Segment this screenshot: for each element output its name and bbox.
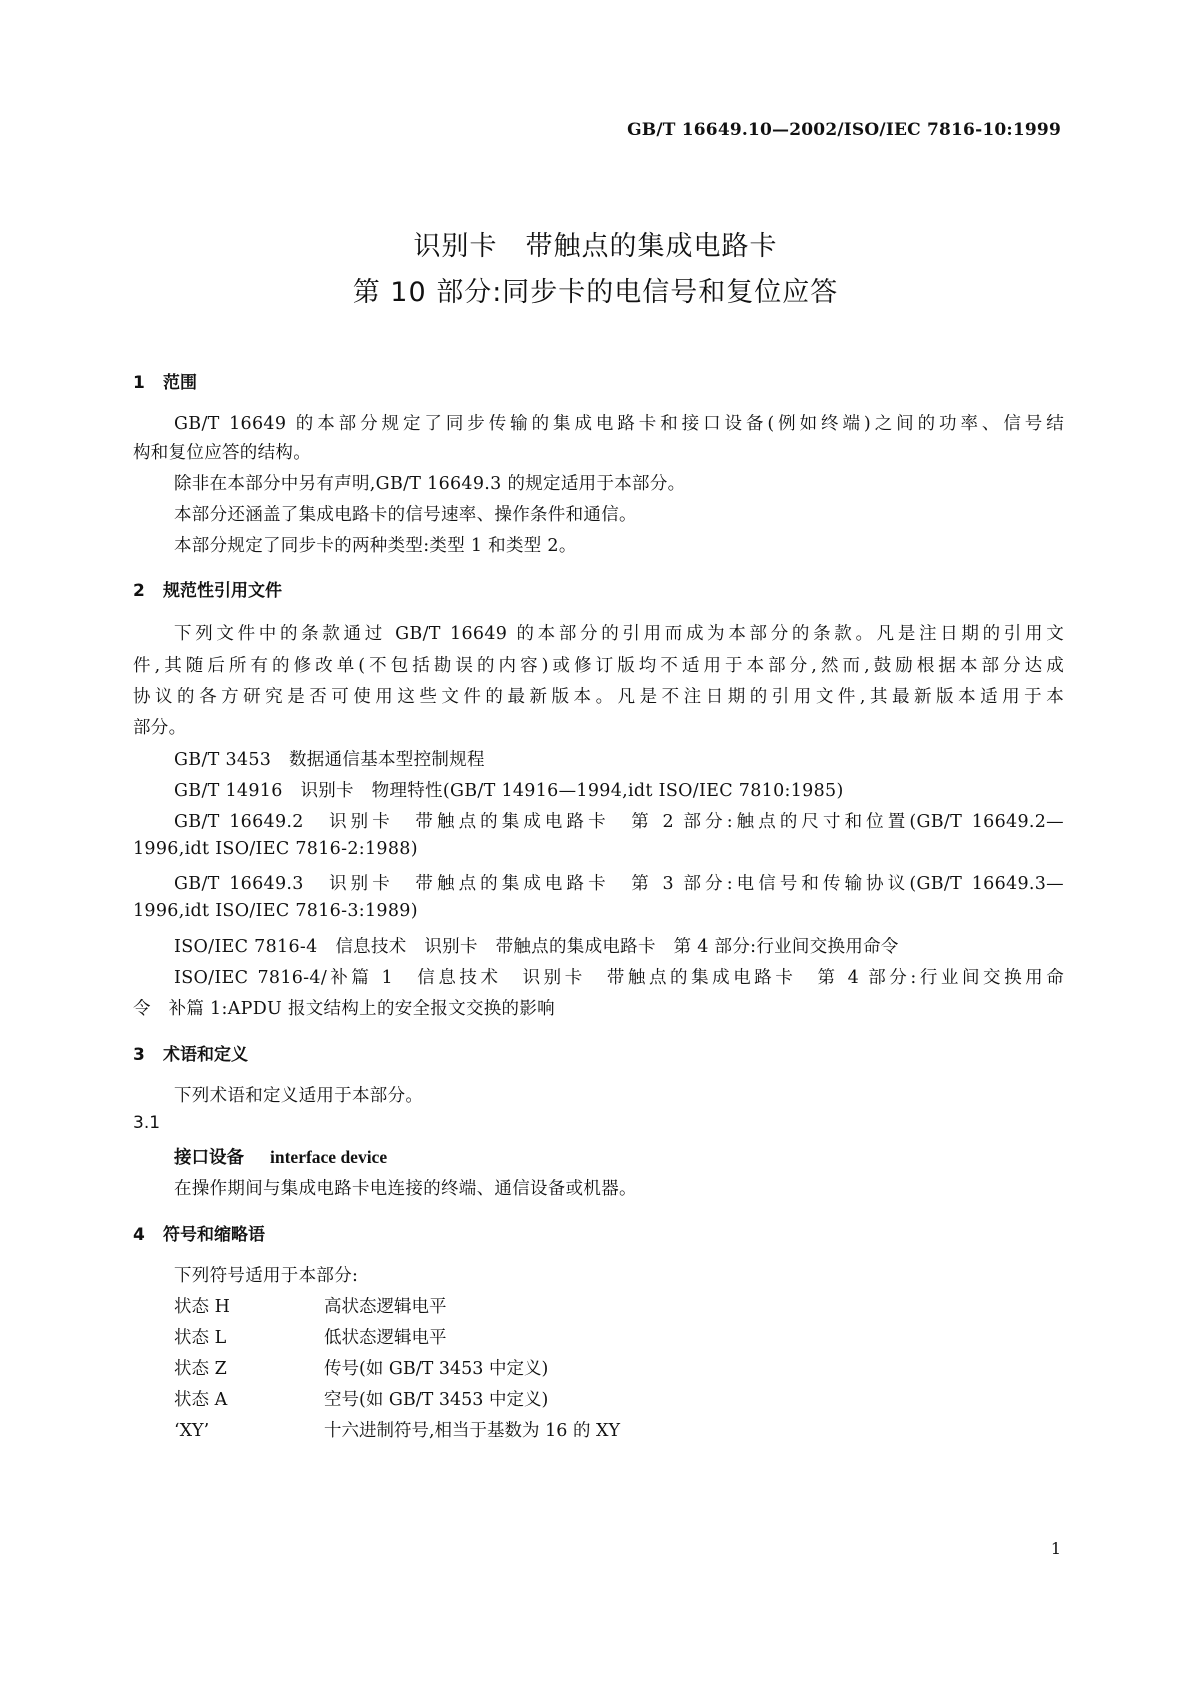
section-number: 1: [133, 373, 145, 393]
symbol-desc: 十六进制符号,相当于基数为 16 的 XY: [324, 1421, 621, 1441]
symbol-key: 状态 A: [174, 1390, 228, 1410]
document-title-line1: 识别卡 带触点的集成电路卡: [413, 231, 778, 262]
paragraph: 构和复位应答的结构。: [133, 443, 311, 463]
symbol-row: [174, 1293, 447, 1318]
term-definition: 在操作期间与集成电路卡电连接的终端、通信设备或机器。: [174, 1179, 637, 1199]
section-title: 规范性引用文件: [163, 581, 282, 601]
reference-item: ISO/IEC 7816-4/补篇 1 信息技术 识别卡 带触点的集成电路卡 第 4 部分:行业间交换用命: [174, 968, 1064, 988]
symbol-row: [174, 1386, 548, 1411]
reference-item: GB/T 3453 数据通信基本型控制规程: [174, 750, 485, 770]
section-number: 3: [133, 1045, 145, 1065]
paragraph: 下列符号适用于本部分:: [174, 1266, 359, 1286]
section-1-heading: [133, 368, 197, 393]
term-english: interface device: [270, 1147, 388, 1167]
paragraph: 本部分还涵盖了集成电路卡的信号速率、操作条件和通信。: [174, 505, 637, 525]
reference-item: 1996,idt ISO/IEC 7816-3:1989): [133, 901, 418, 921]
section-title: 术语和定义: [163, 1045, 248, 1065]
term-entry: [174, 1144, 387, 1169]
symbol-desc: 传号(如 GB/T 3453 中定义): [324, 1359, 549, 1379]
term-chinese: 接口设备: [174, 1148, 244, 1168]
reference-item: GB/T 14916 识别卡 物理特性(GB/T 14916—1994,idt ISO/IEC 7810:1985): [174, 781, 844, 801]
symbol-row: [174, 1417, 620, 1442]
section-number: 2: [133, 581, 145, 601]
page-number: 1: [1050, 1539, 1061, 1558]
symbol-row: [174, 1355, 548, 1380]
reference-item: ISO/IEC 7816-4 信息技术 识别卡 带触点的集成电路卡 第 4 部分:行业间交换用命令: [174, 937, 899, 957]
symbol-desc: 低状态逻辑电平: [324, 1328, 447, 1348]
paragraph: 部分。: [133, 718, 187, 738]
paragraph: 除非在本部分中另有声明,GB/T 16649.3 的规定适用于本部分。: [174, 474, 686, 494]
reference-item: 1996,idt ISO/IEC 7816-2:1988): [133, 839, 418, 859]
symbol-row: [174, 1324, 447, 1349]
subsection-number: 3.1: [133, 1113, 161, 1133]
paragraph: 本部分规定了同步卡的两种类型:类型 1 和类型 2。: [174, 536, 577, 556]
symbol-key: 状态 L: [174, 1328, 227, 1348]
standard-number: GB/T 16649.10—2002/ISO/IEC 7816-10:1999: [627, 120, 1061, 140]
paragraph: 下列术语和定义适用于本部分。: [174, 1086, 424, 1106]
paragraph: 协议的各方研究是否可使用这些文件的最新版本。凡是不注日期的引用文件,其最新版本适用于本: [133, 687, 1064, 707]
document-title-line2: 第 10 部分:同步卡的电信号和复位应答: [352, 277, 839, 308]
paragraph: 下列文件中的条款通过 GB/T 16649 的本部分的引用而成为本部分的条款。凡是注日期的引用文: [174, 624, 1064, 644]
symbol-key: ‘XY’: [174, 1421, 210, 1441]
section-title: 范围: [163, 373, 197, 393]
paragraph: 件,其随后所有的修改单(不包括勘误的内容)或修订版均不适用于本部分,然而,鼓励根据本部分达成: [133, 656, 1064, 676]
symbol-desc: 高状态逻辑电平: [324, 1297, 447, 1317]
section-3-heading: [133, 1040, 248, 1065]
reference-item: GB/T 16649.3 识别卡 带触点的集成电路卡 第 3 部分:电信号和传输协议(GB/T 16649.3—: [174, 874, 1064, 894]
reference-item: 令 补篇 1:APDU 报文结构上的安全报文交换的影响: [133, 999, 555, 1019]
paragraph: GB/T 16649 的本部分规定了同步传输的集成电路卡和接口设备(例如终端)之间的功率、信号结: [174, 414, 1064, 434]
section-number: 4: [133, 1225, 145, 1245]
symbol-desc: 空号(如 GB/T 3453 中定义): [324, 1390, 549, 1410]
symbol-key: 状态 Z: [174, 1359, 227, 1379]
section-4-heading: [133, 1220, 265, 1245]
section-2-heading: [133, 576, 282, 601]
section-title: 符号和缩略语: [163, 1225, 265, 1245]
symbol-key: 状态 H: [174, 1297, 230, 1317]
reference-item: GB/T 16649.2 识别卡 带触点的集成电路卡 第 2 部分:触点的尺寸和位置(GB/T 16649.2—: [174, 812, 1064, 832]
